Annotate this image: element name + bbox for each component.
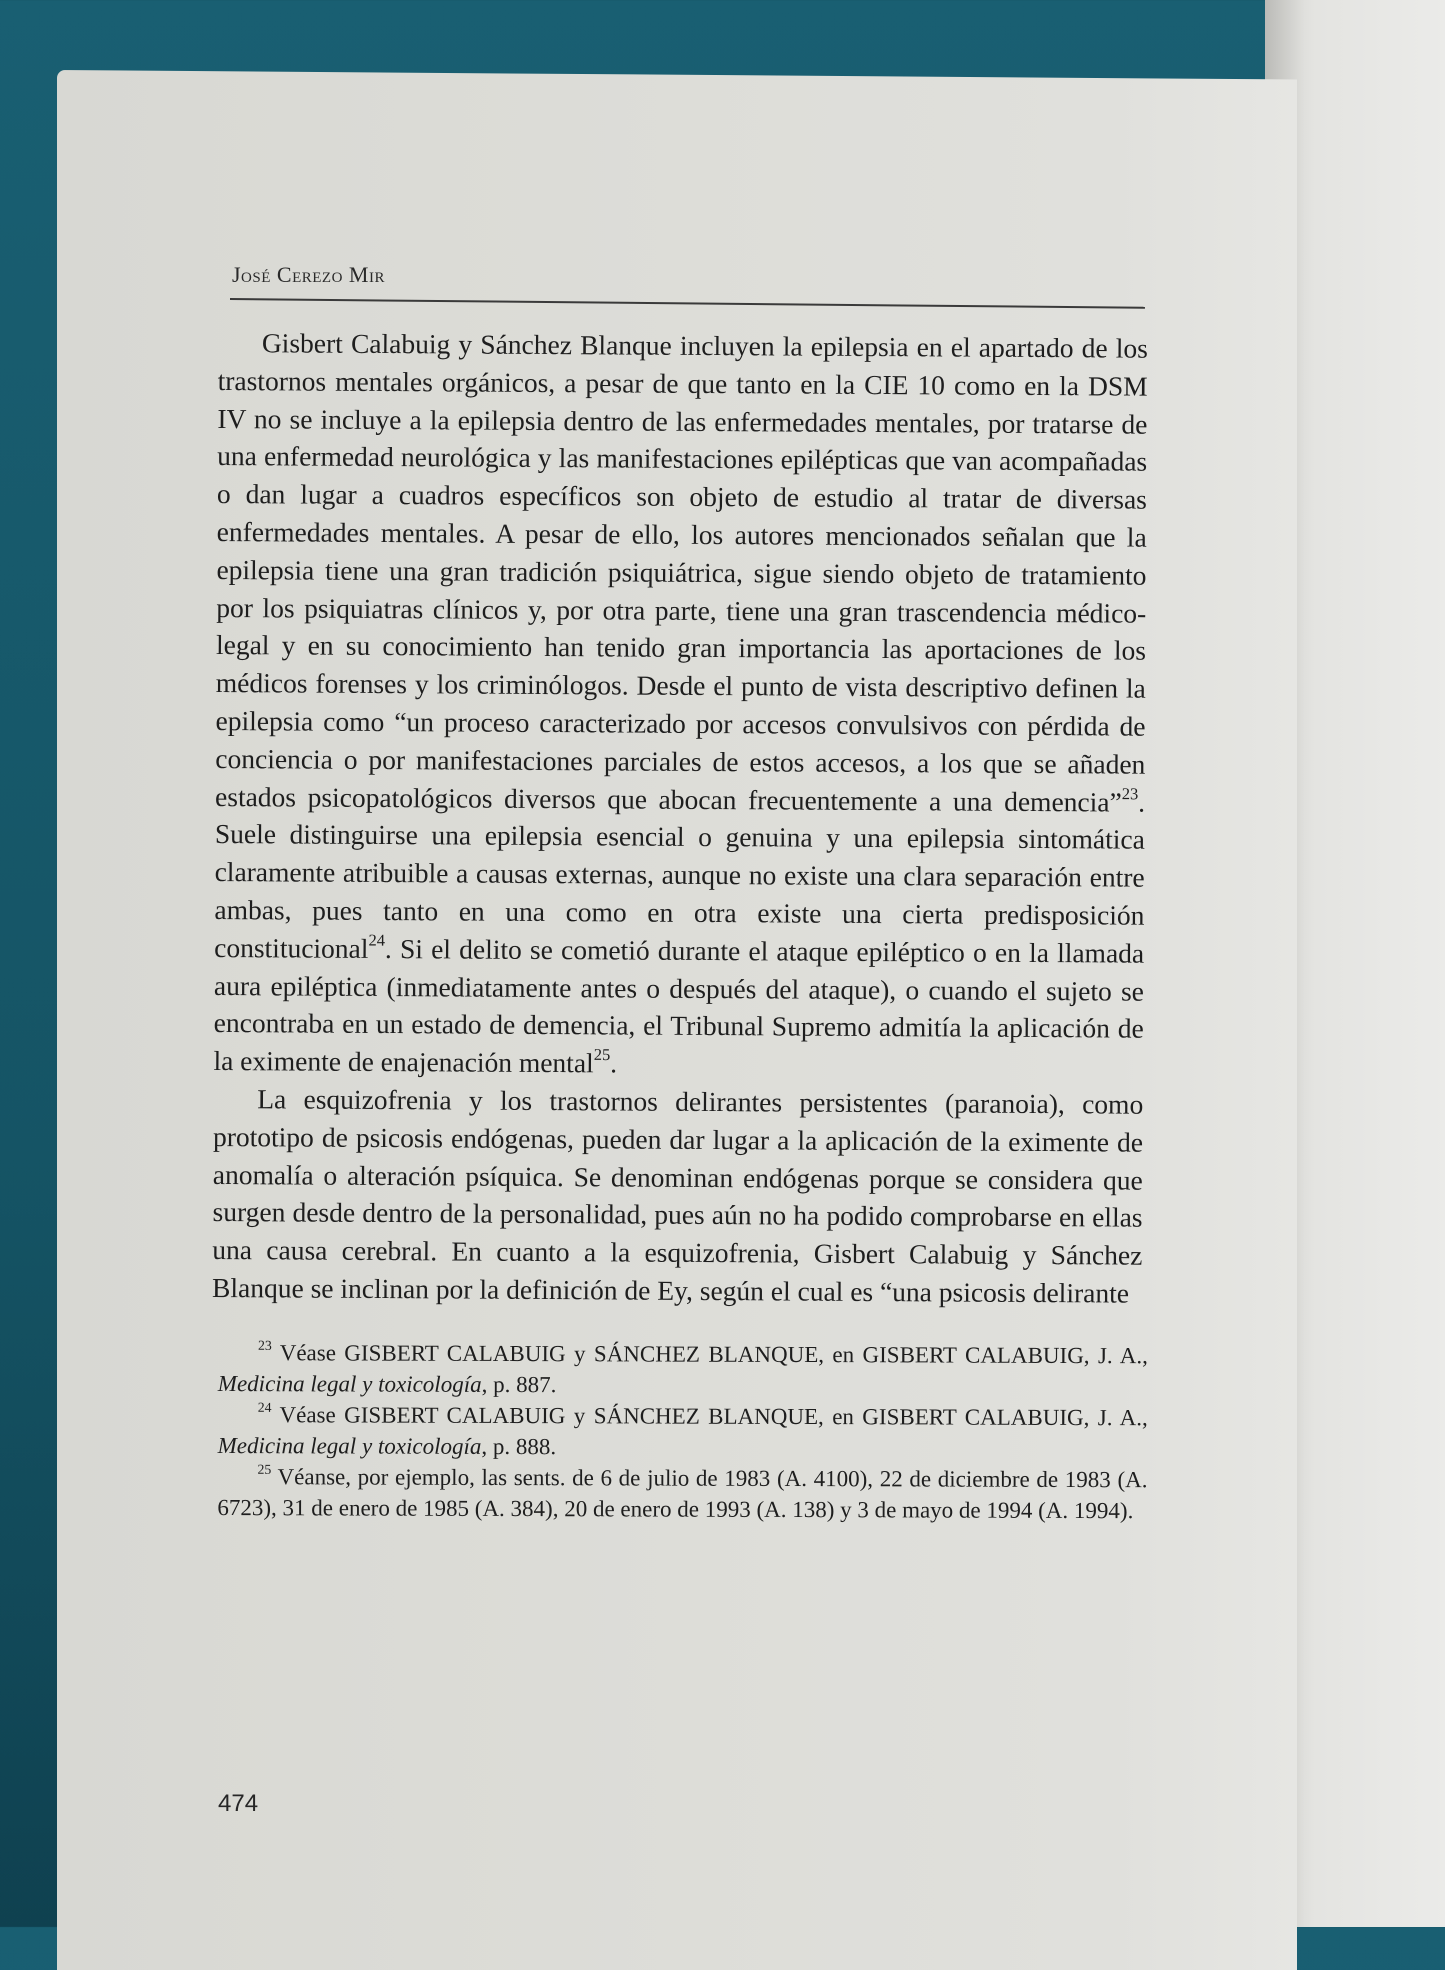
running-head: José Cerezo Mir <box>232 262 385 287</box>
footnote-ref-24[interactable]: 24 <box>368 930 386 950</box>
paragraph-1-text-a: Gisbert Calabuig y Sánchez Blanque incluyen la epilepsia en el apartado de los trastornos mentales orgánicos, a pesar de que tanto en la CIE 10 como en la DSM IV no se incluye a la epilepsia dentro de las enfermedades mentales, por tratarse de una enfermedad neurológica y las manifestaciones epilépticas que van acompañadas o dan lugar a cuadros específicos son objeto de estudio al tratar de diversas enfermedades mentales. A pesar de ello, los autores mencionados señalan que la epilepsia tiene una gran tradición psiquiátrica, sigue siendo objeto de tratamiento por los psiquiatras clínicos y, por otra parte, tiene una gran trascendencia médico-legal y en su conocimiento han tenido gran importancia las aportaciones de los médicos forenses y los criminólogos. Desde el punto de vista descriptivo definen la epilepsia como “un proceso caracterizado por accesos convulsivos con pérdida de conciencia o por manifestaciones parciales de estos accesos, a los que se añaden estados psicopatológicos diversos que abocan frecuentemente a una demencia” <box>215 327 1148 818</box>
paragraph-1-text-b: . Suele distinguirse una epilepsia esencial o genuina y una epilepsia sintomática claramente atribuible a causas externas, aunque no existe una clara separación entre ambas, pues tanto en una como en otra existe una cierta predisposición constitucional <box>214 786 1146 964</box>
footnote-page-ref: , p. 888. <box>481 1433 557 1459</box>
paragraph-1-text-d: . <box>610 1047 618 1079</box>
footnotes <box>217 1337 1148 1526</box>
footnote-number: 24 <box>257 1399 272 1415</box>
footnote-book-title: Medicina legal y toxicología <box>217 1432 482 1459</box>
page-content <box>212 262 1148 1523</box>
footnote-book-title: Medicina legal y toxicología <box>217 1370 482 1397</box>
footnote-text: Véase GISBERT CALABUIG y SÁNCHEZ BLANQUE, en GISBERT CALABUIG, J. A., <box>279 1339 1148 1368</box>
header-rule <box>230 298 1145 309</box>
page-number: 474 <box>218 1790 259 1817</box>
footnote-24 <box>218 1399 1148 1464</box>
footnote-23 <box>218 1337 1148 1402</box>
footnote-page-ref: , p. 887. <box>481 1371 557 1397</box>
body-text <box>212 324 1148 1312</box>
footnote-25 <box>217 1461 1147 1526</box>
paragraph-1 <box>213 324 1148 1086</box>
footnote-number: 25 <box>257 1461 272 1477</box>
footnote-ref-23[interactable]: 23 <box>1121 783 1139 803</box>
footnote-text: Véase GISBERT CALABUIG y SÁNCHEZ BLANQUE, en GISBERT CALABUIG, J. A., <box>279 1401 1148 1430</box>
footnote-text: Véanse, por ejemplo, las sents. de 6 de julio de 1983 (A. 4100), 22 de diciembre de 1983 (A. 6723), 31 de enero de 1985 (A. 384), 20 de enero de 1993 (A. 138) y 3 de mayo de 1994 (A. 1994). <box>217 1463 1148 1523</box>
footnote-ref-25[interactable]: 25 <box>593 1045 611 1065</box>
paragraph-2: La esquizofrenia y los trastornos delirantes persistentes (paranoia), como prototipo de psicosis endógenas, pueden dar lugar a la aplicación de la eximente de anomalía o alteración psíquica. Se denominan endógenas porque se considera que surgen desde dentro de la personalidad, pues aún no ha podido comprobarse en ellas una causa cerebral. En cuanto a la esquizofrenia, Gisbert Calabuig y Sánchez Blanque se inclinan por la definición de Ey, según el cual es “una psicosis delirante <box>212 1083 1144 1309</box>
paragraph-1-text-c: . Si el delito se cometió durante el ataque epiléptico o en la llamada aura epiléptica (inmediatamente antes o después del ataque), o cuando el sujeto se encontraba en un estado de demencia, el Tribunal Supremo admitía la aplicación de la eximente de enajenación mental <box>213 932 1145 1079</box>
footnote-number: 23 <box>257 1337 272 1353</box>
